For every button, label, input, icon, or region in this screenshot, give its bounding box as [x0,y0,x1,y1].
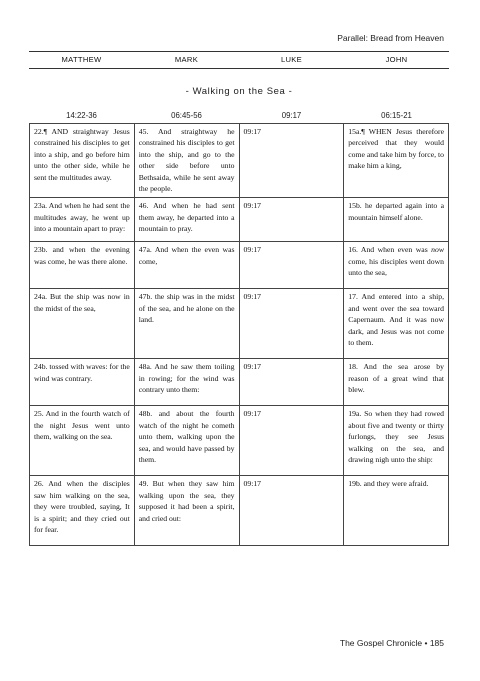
matthew-cell: 24b. tossed with waves: for the wind was contrary. [30,359,135,406]
matthew-cell: 23a. And when he had sent the multitudes away, he went up into a mountain apart to pray: [30,198,135,242]
luke-cell: 09:17 [239,406,344,476]
mark-cell: 49. But when they saw him walking upon the sea, they supposed it had been a spirit, and cried out: [134,476,239,546]
luke-cell: 09:17 [239,359,344,406]
gospel-john-heading: JOHN [385,55,408,64]
ref-john: 06:15-21 [381,111,412,120]
gospel-header-bar [29,51,449,69]
matthew-cell: 25. And in the fourth watch of the night Jesus went unto them, walking on the sea. [30,406,135,476]
luke-cell: 09:17 [239,289,344,359]
john-cell: 15a.¶ WHEN Jesus therefore perceived that they would come and take him by force, to make him a king, [344,124,449,198]
reference-row [29,109,449,123]
luke-cell: 09:17 [239,476,344,546]
john-cell: 19b. and they were afraid. [344,476,449,546]
mark-cell: 46. And when he had sent them away, he departed into a mountain to pray. [134,198,239,242]
table-row [30,359,449,406]
john-text-prefix: 16. And when even was [348,245,432,255]
table-row [30,289,449,359]
john-cell: 15b. he departed again into a mountain himself alone. [344,198,449,242]
mark-cell: 45. And straightway he constrained his disciples to get into the ship, and go to the other side before unto Bethsaida, while he sent away the people. [134,124,239,198]
luke-cell: 09:17 [239,198,344,242]
mark-cell: 47a. And when the even was come, [134,242,239,289]
section-title: - Walking on the Sea - [185,86,293,97]
ref-mark: 06:45-56 [171,111,202,120]
john-cell [344,242,449,289]
john-cell: 18. And the sea arose by reason of a great wind that blew. [344,359,449,406]
gospel-mark-heading: MARK [174,55,199,64]
book-title: The Gospel Chronicle [339,638,423,648]
matthew-cell: 23b. and when the evening was come, he was there alone. [30,242,135,289]
table-row [30,198,449,242]
table-row [30,406,449,476]
mark-cell: 47b. the ship was in the midst of the sea, and he alone on the land. [134,289,239,359]
running-title: Parallel: Bread from Heaven [337,33,444,43]
gospel-luke-heading: LUKE [280,55,303,64]
page-footer [340,638,444,648]
matthew-cell: 24a. But the ship was now in the midst of the sea, [30,289,135,359]
john-text-italic: now [431,245,444,255]
page-number: 185 [429,638,444,648]
matthew-cell: 26. And when the disciples saw him walking on the sea, they were troubled, saying, It is a spirit; and they cried out for fear. [30,476,135,546]
luke-cell: 09:17 [239,242,344,289]
ref-matthew: 14:22-36 [66,111,97,120]
gospel-matthew-heading: MATTHEW [61,55,102,64]
ref-luke: 09:17 [281,111,302,120]
luke-cell: 09:17 [239,124,344,198]
john-cell: 17. And entered into a ship, and went over the sea toward Capernaum. And it was now dark, and Jesus was not come to them. [344,289,449,359]
matthew-cell: 22.¶ AND straightway Jesus constrained his disciples to get into a ship, and go before him unto the other side, while he sent the multitudes away. [30,124,135,198]
table-row [30,476,449,546]
john-text-suffix: come, his disciples went down unto the sea, [348,256,444,278]
mark-cell: 48b. and about the fourth watch of the night he cometh unto them, walking upon the sea, and would have passed by them. [134,406,239,476]
footer-separator: • [422,638,430,648]
table-row [30,124,449,198]
parallel-table [29,123,449,546]
mark-cell: 48a. And he saw them toiling in rowing; for the wind was contrary unto them: [134,359,239,406]
john-cell: 19a. So when they had rowed about five and twenty or thirty furlongs, they see Jesus walking on the sea, and drawing nigh unto the ship: [344,406,449,476]
table-row [30,242,449,289]
